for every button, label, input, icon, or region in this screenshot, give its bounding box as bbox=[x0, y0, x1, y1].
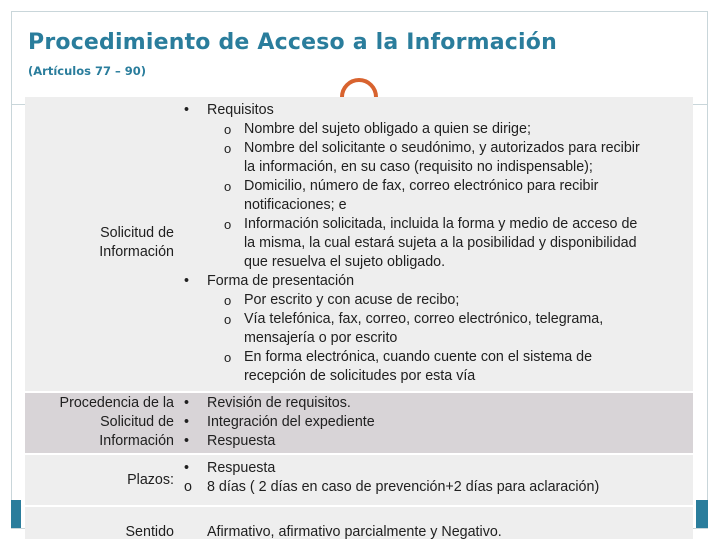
bullet-marker: • bbox=[184, 273, 190, 289]
bullet-marker: • bbox=[184, 102, 190, 118]
table-row-procedencia bbox=[25, 393, 693, 453]
sub-marker: o bbox=[224, 293, 232, 308]
list-item bbox=[177, 394, 691, 413]
sub-marker: o bbox=[224, 179, 232, 194]
bullet-marker: • bbox=[184, 460, 190, 476]
item-line: Por escrito y con acuse de recibo; bbox=[244, 292, 460, 308]
item-line: la información, en su caso (requisito no indispensable); bbox=[244, 159, 593, 175]
row-content-plazos bbox=[177, 459, 691, 497]
list-item bbox=[177, 272, 691, 291]
list-item bbox=[177, 348, 691, 386]
item-text: Forma de presentación bbox=[207, 273, 355, 289]
list-item bbox=[177, 177, 691, 215]
label-line: Información bbox=[99, 433, 174, 449]
item-line: que resuelva el sujeto obligado. bbox=[244, 254, 446, 270]
list-item bbox=[177, 432, 691, 451]
list-item bbox=[177, 291, 691, 310]
list-item bbox=[177, 413, 691, 432]
sub-marker: o bbox=[224, 350, 232, 365]
list-item bbox=[177, 478, 691, 497]
page-title: Procedimiento de Acceso a la Información bbox=[28, 30, 557, 55]
row-label-sentido: Sentido bbox=[125, 524, 174, 540]
bullet-marker: • bbox=[184, 433, 190, 449]
row-label-solicitud bbox=[25, 224, 174, 262]
list-item bbox=[177, 310, 691, 348]
item-text: Respuesta bbox=[207, 460, 276, 476]
list-item bbox=[177, 215, 691, 272]
bullet-marker: • bbox=[184, 395, 190, 411]
item-line: notificaciones; e bbox=[244, 197, 347, 213]
item-line: Nombre del sujeto obligado a quien se dirige; bbox=[244, 121, 531, 137]
sub-marker: o bbox=[184, 479, 192, 495]
page-subtitle: (Artículos 77 – 90) bbox=[28, 64, 146, 78]
label-line: Procedencia de la bbox=[59, 395, 174, 411]
row-content-solicitud bbox=[177, 101, 691, 386]
item-line: Nombre del solicitante o seudónimo, y autorizados para recibir bbox=[244, 140, 640, 156]
list-item bbox=[177, 101, 691, 120]
item-text: 8 días ( 2 días en caso de prevención+2 días para aclaración) bbox=[207, 479, 600, 495]
item-line: mensajería o por escrito bbox=[244, 330, 398, 346]
item-text: Revisión de requisitos. bbox=[207, 395, 351, 411]
label-line: Solicitud de bbox=[100, 414, 174, 430]
item-line: Vía telefónica, fax, correo, correo electrónico, telegrama, bbox=[244, 311, 604, 327]
bullet-marker: • bbox=[184, 414, 190, 430]
sub-marker: o bbox=[224, 122, 232, 137]
table-row-solicitud bbox=[25, 97, 693, 391]
sub-marker: o bbox=[224, 141, 232, 156]
item-line: Información solicitada, incluida la forma y medio de acceso de bbox=[244, 216, 638, 232]
row-label-plazos: Plazos: bbox=[127, 472, 174, 488]
row-content-sentido: Afirmativo, afirmativo parcialmente y Negativo. bbox=[207, 524, 502, 540]
row-content-procedencia bbox=[177, 394, 691, 451]
table-row-sentido bbox=[25, 507, 693, 539]
table-row-plazos bbox=[25, 455, 693, 505]
list-item bbox=[177, 120, 691, 139]
item-line: la misma, la cual estará sujeta a la posibilidad y disponibilidad bbox=[244, 235, 637, 251]
row-label-procedencia bbox=[25, 394, 174, 451]
item-text: Respuesta bbox=[207, 433, 276, 449]
list-item bbox=[177, 459, 691, 478]
sub-marker: o bbox=[224, 312, 232, 327]
item-text: Integración del expediente bbox=[207, 414, 375, 430]
sub-marker: o bbox=[224, 217, 232, 232]
left-accent-bar bbox=[11, 500, 21, 528]
label-line: Solicitud de bbox=[100, 225, 174, 241]
item-line: recepción de solicitudes por esta vía bbox=[244, 368, 476, 384]
item-text: Requisitos bbox=[207, 102, 274, 118]
list-item bbox=[177, 139, 691, 177]
item-line: En forma electrónica, cuando cuente con el sistema de bbox=[244, 349, 593, 365]
item-line: Domicilio, número de fax, correo electrónico para recibir bbox=[244, 178, 599, 194]
label-line: Información bbox=[99, 244, 174, 260]
